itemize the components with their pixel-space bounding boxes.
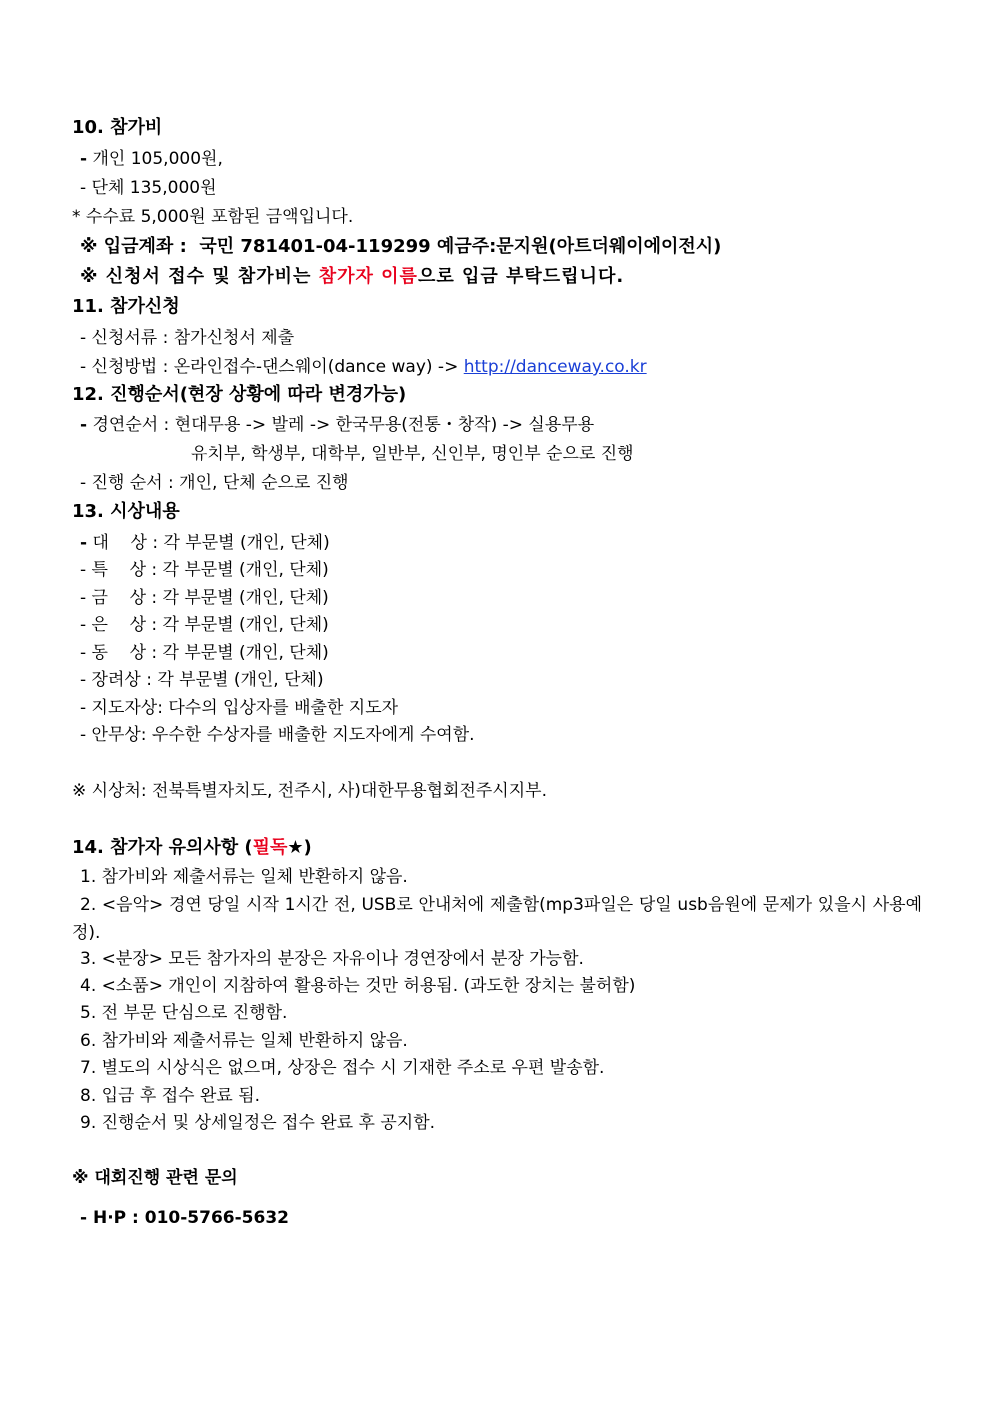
notice-item: 5. 전 부문 단심으로 진행함.	[80, 1003, 288, 1023]
notice-item: 4. <소품> 개인이 지참하여 활용하는 것만 허용됨. (과도한 장치는 불허함)	[80, 976, 636, 996]
fee-note: * 수수료 5,000원 포함된 금액입니다.	[72, 207, 354, 227]
section-13-title: 13. 시상내용	[72, 501, 180, 522]
award-item: - 은 상 : 각 부문별 (개인, 단체)	[80, 615, 329, 635]
section-14-title	[72, 835, 312, 861]
deposit-notice	[80, 264, 624, 290]
section-12-title: 12. 진행순서(현장 상황에 따라 변경가능)	[72, 384, 407, 405]
deposit-notice-highlight: 참가자 이름	[318, 266, 418, 287]
contact-title: ※ 대회진행 관련 문의	[72, 1168, 238, 1188]
deposit-notice-pre: ※ 신청서 접수 및 참가비는	[80, 266, 319, 287]
award-item: - 동 상 : 각 부문별 (개인, 단체)	[80, 643, 329, 663]
fee-individual-text: 개인 105,000원,	[92, 149, 223, 169]
award-item: - 안무상: 우수한 수상자를 배출한 지도자에게 수여함.	[80, 725, 475, 745]
section-11-title: 11. 참가신청	[72, 296, 180, 317]
award-grand-text: 대 상 : 각 부문별 (개인, 단체)	[92, 533, 330, 553]
award-item: - 금 상 : 각 부문별 (개인, 단체)	[80, 588, 329, 608]
bank-account-label: ※ 입금계좌 :	[80, 236, 187, 257]
notice-item: 9. 진행순서 및 상세일정은 접수 완료 후 공지함.	[80, 1113, 436, 1133]
fee-group-text: 단체 135,000원	[91, 178, 217, 198]
award-item: - 대 상 : 각 부문별 (개인, 단체)	[80, 533, 330, 553]
contact-phone: - H·P : 010-5766-5632	[80, 1208, 289, 1228]
contest-order: - 경연순서 : 현대무용 -> 발레 -> 한국무용(전통・창작) -> 실용무용	[80, 415, 595, 435]
notice-item: 2. <음악> 경연 당일 시작 1시간 전, USB로 안내처에 제출함(mp3파일은 당일 usb음원에 문제가 있을시 사용예정).	[72, 895, 922, 943]
section-10-title: 10. 참가비	[72, 117, 163, 138]
apply-method-text: - 신청방법 : 온라인접수-댄스웨이(dance way) ->	[80, 357, 464, 377]
award-item: - 특 상 : 각 부문별 (개인, 단체)	[80, 560, 329, 580]
must-read-label: 필독	[252, 837, 288, 858]
notice-item: 7. 별도의 시상식은 없으며, 상장은 접수 시 기재한 주소로 우편 발송함.	[80, 1058, 605, 1078]
contest-order-text: 경연순서 : 현대무용 -> 발레 -> 한국무용(전통・창작) -> 실용무용	[92, 415, 595, 435]
bank-account	[80, 234, 721, 260]
apply-docs: - 신청서류 : 참가신청서 제출	[80, 328, 295, 348]
contest-order-divisions: 유치부, 학생부, 대학부, 일반부, 신인부, 명인부 순으로 진행	[191, 444, 634, 464]
section-14-title-pre: 14. 참가자 유의사항 (	[72, 837, 253, 858]
fee-group: - 단체 135,000원	[80, 178, 217, 198]
deposit-notice-post: 으로 입금 부탁드립니다.	[417, 266, 625, 287]
notice-item: 6. 참가비와 제출서류는 일체 반환하지 않음.	[80, 1031, 408, 1051]
progress-order: - 진행 순서 : 개인, 단체 순으로 진행	[80, 473, 349, 493]
fee-individual: - 개인 105,000원,	[80, 149, 223, 169]
award-item: - 장려상 : 각 부문별 (개인, 단체)	[80, 670, 324, 690]
notice-item: 3. <분장> 모든 참가자의 분장은 자유이나 경연장에서 분장 가능함.	[80, 949, 584, 969]
award-item: - 지도자상: 다수의 입상자를 배출한 지도자	[80, 698, 399, 718]
danceway-link[interactable]: http://danceway.co.kr	[463, 357, 647, 377]
notice-item: 8. 입금 후 접수 완료 됨.	[80, 1086, 261, 1106]
award-sponsor: ※ 시상처: 전북특별자치도, 전주시, 사)대한무용협회전주시지부.	[72, 781, 547, 801]
apply-method	[80, 354, 647, 380]
section-14-title-post: ★)	[287, 837, 312, 858]
bank-account-number: 국민 781401-04-119299 예금주:문지원(아트더웨이에이전시)	[199, 236, 722, 257]
notice-item: 1. 참가비와 제출서류는 일체 반환하지 않음.	[80, 867, 408, 887]
